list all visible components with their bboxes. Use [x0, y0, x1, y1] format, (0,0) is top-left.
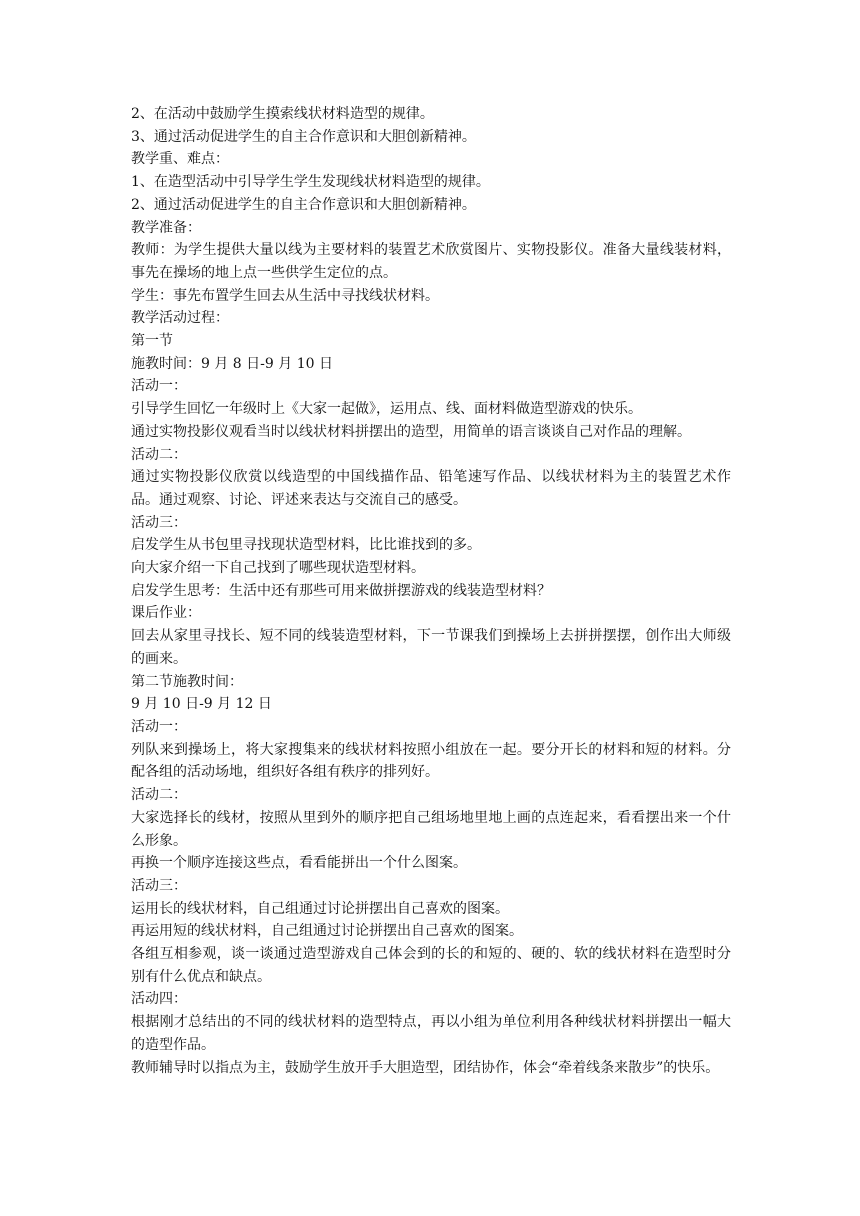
- paragraph: 教学重、难点：: [131, 151, 229, 168]
- paragraph: 活动一：: [131, 718, 187, 735]
- paragraph: 活动二：: [131, 446, 187, 463]
- paragraph: 大家选择长的线材，按照从里到外的顺序把自己组场地里地上画的点连起来，看看摆出来一个什么形象。: [131, 809, 731, 849]
- paragraph: 各组互相参观，谈一谈通过造型游戏自己体会到的长的和短的、硬的、软的线状材料在造型时分别有什么优点和缺点。: [131, 946, 731, 985]
- paragraph: 9 月 10 日-9 月 12 日: [131, 696, 272, 713]
- paragraph: 启发学生思考：生活中还有那些可用来做拼摆游戏的线装造型材料？: [131, 582, 551, 599]
- document-body: [131, 103, 731, 1079]
- paragraph: 活动二：: [131, 787, 187, 804]
- paragraph: 再运用短的线状材料，自己组通过讨论拼摆出自己喜欢的图案。: [131, 923, 523, 940]
- paragraph: 通过实物投影仪观看当时以线状材料拼摆出的造型，用简单的语言谈谈自己对作品的理解。: [131, 423, 691, 440]
- paragraph: 施教时间：9 月 8 日-9 月 10 日: [131, 355, 333, 372]
- paragraph: 再换一个顺序连接这些点，看看能拼出一个什么图案。: [131, 855, 467, 872]
- paragraph: 2、在活动中鼓励学生摸索线状材料造型的规律。: [131, 106, 434, 122]
- paragraph: 向大家介绍一下自己找到了哪些现状造型材料。: [131, 560, 425, 577]
- paragraph: 第一节: [131, 333, 173, 350]
- paragraph: 回去从家里寻找长、短不同的线装造型材料，下一节课我们到操场上去拼拼摆摆，创作出大师级的画来。: [131, 628, 731, 667]
- paragraph: 通过实物投影仪欣赏以线造型的中国线描作品、铅笔速写作品、以线状材料为主的装置艺术作品。通过观察、讨论、评述来表达与交流自己的感受。: [131, 469, 731, 508]
- paragraph: 教学准备：: [131, 219, 201, 236]
- paragraph: 活动三：: [131, 514, 187, 531]
- paragraph: 活动三：: [131, 877, 187, 894]
- paragraph: 教师辅导时以指点为主，鼓励学生放开手大胆造型，团结协作，体会“牵着线条来散步”的快乐。: [131, 1059, 720, 1076]
- paragraph: 活动一：: [131, 378, 187, 395]
- paragraph: 列队来到操场上，将大家搜集来的线状材料按照小组放在一起。要分开长的材料和短的材料。分配各组的活动场地，组织好各组有秩序的排列好。: [131, 741, 731, 781]
- paragraph: 学生：事先布置学生回去从生活中寻找线状材料。: [131, 287, 439, 304]
- paragraph: 3、通过活动促进学生的自主合作意识和大胆创新精神。: [131, 128, 476, 145]
- paragraph: 引导学生回忆一年级时上《大家一起做》，运用点、线、面材料做造型游戏的快乐。: [131, 401, 642, 418]
- paragraph: 根据刚才总结出的不同的线状材料的造型特点，再以小组为单位利用各种线状材料拼摆出一幅大的造型作品。: [131, 1014, 731, 1053]
- paragraph: 2、通过活动促进学生的自主合作意识和大胆创新精神。: [131, 196, 476, 213]
- paragraph: 课后作业：: [131, 605, 201, 622]
- paragraph: 启发学生从书包里寻找现状造型材料，比比谁找到的多。: [131, 537, 481, 554]
- paragraph: 活动四：: [131, 991, 187, 1008]
- paragraph: 第二节施教时间：: [131, 673, 243, 690]
- paragraph: 1、在造型活动中引导学生学生发现线状材料造型的规律。: [131, 174, 490, 191]
- paragraph: 教学活动过程：: [131, 310, 229, 327]
- paragraph: 教师：为学生提供大量以线为主要材料的装置艺术欣赏图片、实物投影仪。准备大量线装材料，事先在操场的地上点一些供学生定位的点。: [131, 242, 731, 281]
- paragraph: 运用长的线状材料，自己组通过讨论拼摆出自己喜欢的图案。: [131, 900, 509, 917]
